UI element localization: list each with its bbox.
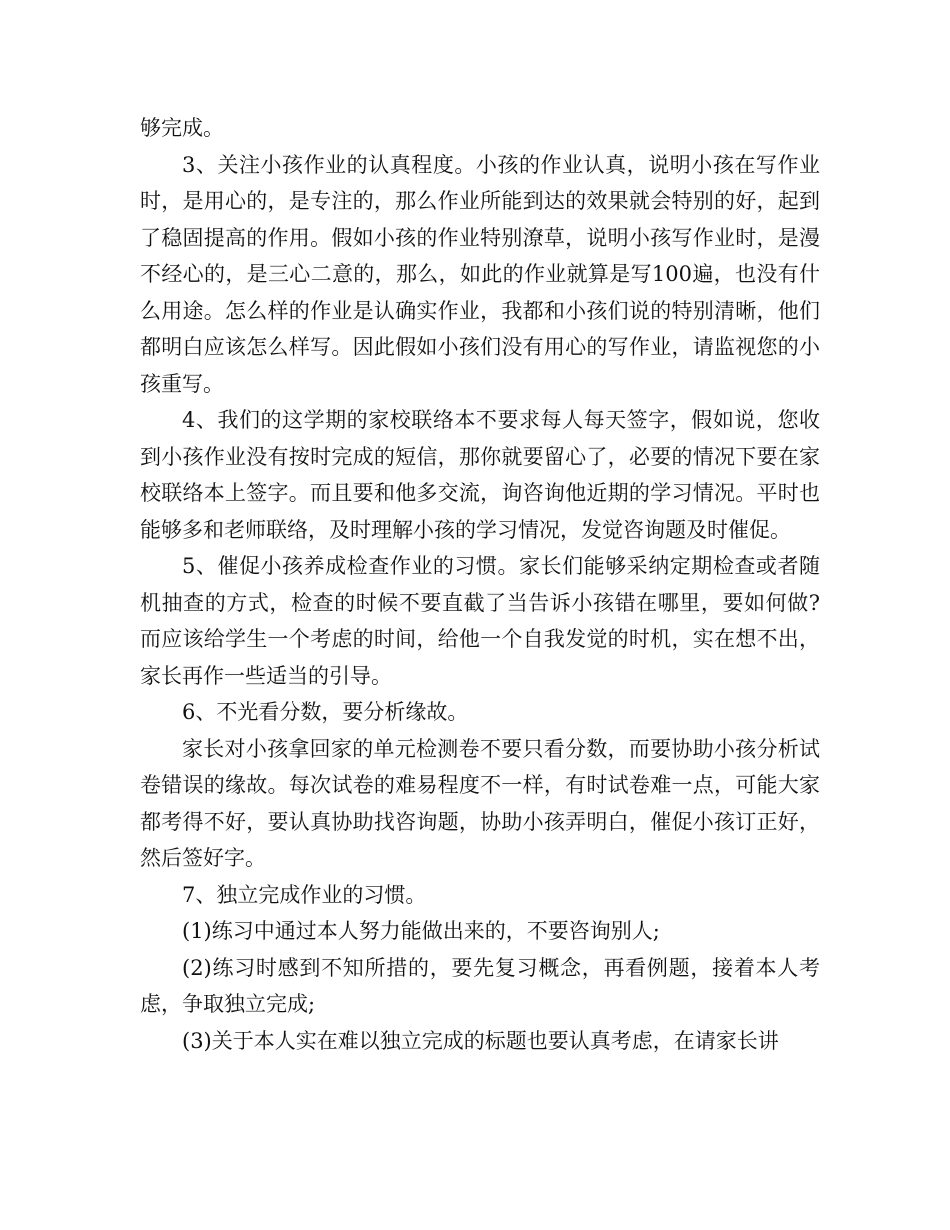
paragraph-item-6-heading: 6、不光看分数，要分析缘故。: [182, 700, 469, 724]
paragraph-sub-item-1: (1)练习中通过本人努力能做出来的，不要咨询别人;: [182, 919, 660, 943]
paragraph-item-5: 5、催促小孩养成检查作业的习惯。家长们能够采纳定期检查或者随机抽查的方式，检查的时候不要直截了当告诉小孩错在哪里，要如何做?而应该给学生一个考虑的时间，给他一个自我发觉的时机，实在想不出，家长再作一些适当的引导。: [140, 554, 820, 688]
paragraph-item-7-heading: 7、独立完成作业的习惯。: [182, 882, 427, 907]
paragraph-item-3: 3、关注小孩作业的认真程度。小孩的作业认真，说明小孩在写作业时，是用心的，是专注的，那么作业所能到达的效果就会特别的好，起到了稳固提高的作用。假如小孩的作业特别潦草，说明小孩写作业时，是漫不经心的，是三心二意的，那么，如此的作业就算是写100遍，也没有什么用途。怎么样的作业是认确实作业，我都和小孩们说的特别清晰，他们都明白应该怎么样写。因此假如小孩们没有用心的写作业，请监视您的小孩重写。: [140, 152, 820, 396]
paragraph-sub-item-3: (3)关于本人实在难以独立完成的标题也要认真考虑，在请家长讲: [182, 1028, 779, 1053]
paragraph-continuation: 够完成。: [140, 116, 224, 140]
paragraph-item-4: 4、我们的这学期的家校联络本不要求每人每天签字，假如说，您收到小孩作业没有按时完成的短信，那你就要留心了，必要的情况下要在家校联络本上签字。而且要和他多交流，询咨询他近期的学习情况。平时也能够多和老师联络，及时理解小孩的学习情况，发觉咨询题及时催促。: [140, 408, 820, 542]
paragraph-item-6-body: 家长对小孩拿回家的单元检测卷不要只看分数，而要协助小孩分析试卷错误的缘故。每次试卷的难易程度不一样，有时试卷难一点，可能大家都考得不好，要认真协助找咨询题，协助小孩弄明白，催促小孩订正好，然后签好字。: [140, 736, 820, 870]
paragraph-sub-item-2: (2)练习时感到不知所措的，要先复习概念，再看例题，接着本人考虑，争取独立完成;: [140, 955, 820, 1016]
document-body: [140, 110, 820, 1059]
